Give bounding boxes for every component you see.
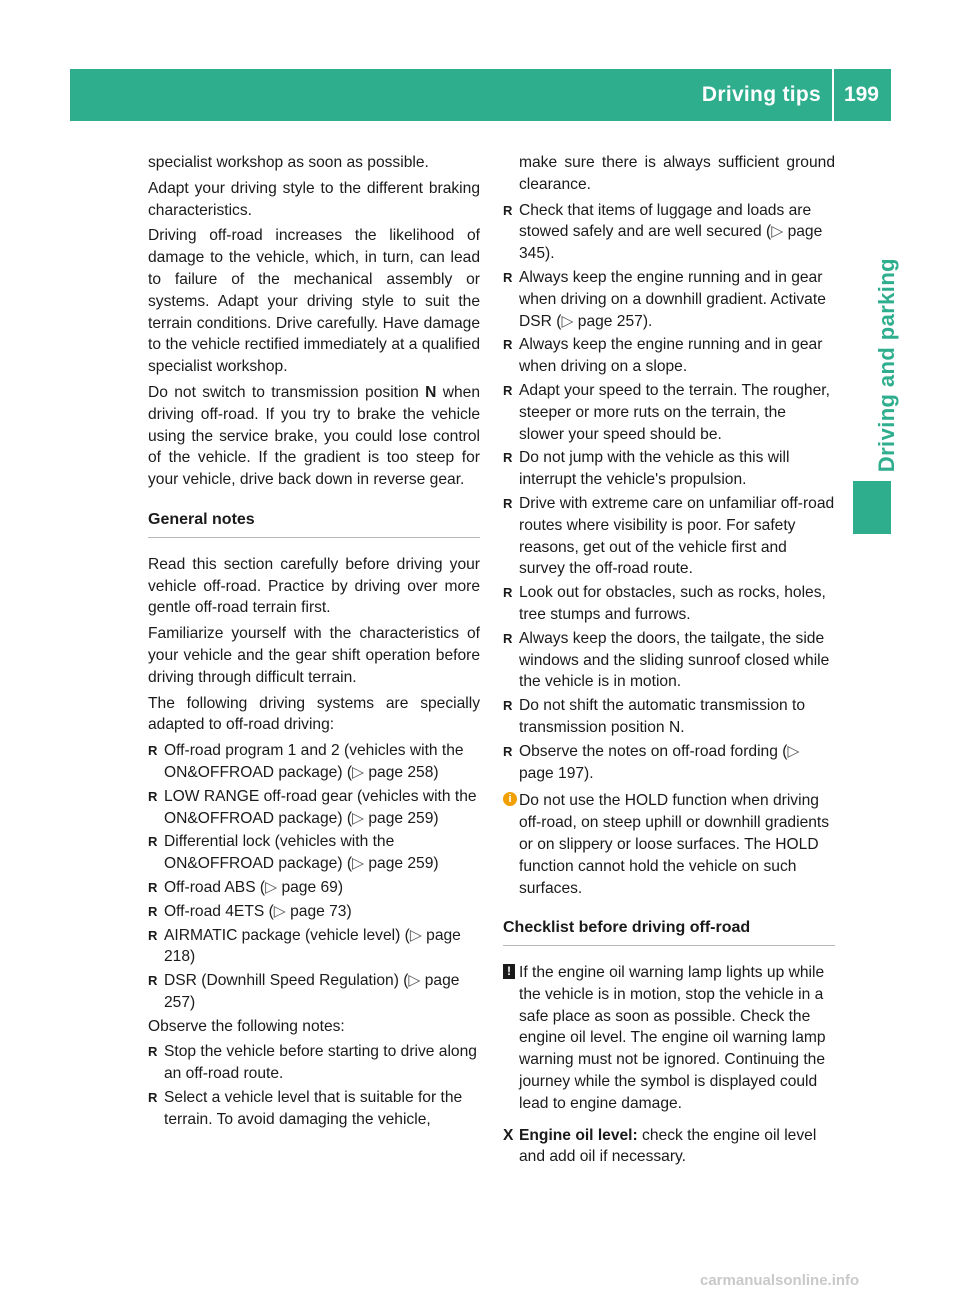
page-ref-icon: ▷ — [265, 878, 278, 896]
page-reference[interactable]: page 259 — [364, 809, 434, 827]
list-item: R Check that items of luggage and loads are stowed safely and are well secured (▷ page 345). — [503, 200, 835, 265]
action-step — [503, 1125, 835, 1169]
page-reference[interactable]: page 197 — [519, 764, 585, 782]
warning-text: If the engine oil warning lamp lights up while the vehicle is in motion, stop the vehicle in a safe place as soon as possible. Check the engine oil level. The engine oil warning lamp warning must not be ignored. Continuing the journey while the symbol is displayed could lead to engine damage. — [519, 964, 826, 1112]
page-reference[interactable]: page 345 — [519, 223, 823, 263]
list-item: R Differential lock (vehicles with the ON&OFFROAD package) (▷ page 259) — [148, 831, 480, 875]
left-column — [148, 152, 480, 1133]
list-item: R LOW RANGE off-road gear (vehicles with the ON&OFFROAD package) (▷ page 259) — [148, 786, 480, 830]
step-label: Engine oil level: — [519, 1126, 638, 1144]
page-ref-icon: ▷ — [409, 926, 422, 944]
section-heading: General notes — [148, 509, 480, 538]
warning-note — [503, 962, 835, 1115]
page-reference[interactable]: page 257 — [164, 972, 460, 1011]
list-item: R Look out for obstacles, such as rocks, holes, tree stumps and furrows. — [503, 582, 835, 626]
section-heading: Checklist before driving off-road — [503, 917, 835, 946]
page-ref-icon: ▷ — [408, 972, 421, 990]
page-ref-icon: ▷ — [771, 223, 784, 241]
paragraph: Familiarize yourself with the characteristics of your vehicle and the gear shift operation before driving through difficult terrain. — [148, 625, 480, 686]
page-ref-icon: ▷ — [273, 902, 286, 920]
info-text: Do not use the HOLD function when driving off-road, on steep uphill or downhill gradients or on slippery or loose surfaces. The HOLD function cannot hold the vehicle on such surfaces. — [519, 792, 830, 897]
page-number: 199 — [843, 83, 879, 106]
paragraph: make sure there is always sufficient ground clearance. — [519, 154, 835, 193]
paragraph: Driving off-road increases the likelihood of damage to the vehicle, which, in turn, can lead to failure of the mechanical assembly or systems. Adapt your driving style to suit the terrain conditions. Drive carefully. Have damage to the vehicle rectified immediately at a qualified specialist workshop. — [148, 227, 480, 376]
page-ref-icon: ▷ — [787, 742, 800, 760]
list-item: R Always keep the engine running and in gear when driving on a downhill gradient. Activate DSR (▷ page 257). — [503, 267, 835, 332]
list-item: R Stop the vehicle before starting to drive along an off-road route. — [148, 1041, 480, 1085]
paragraph: specialist workshop as soon as possible. — [148, 154, 429, 171]
side-tab-marker — [853, 481, 891, 534]
page-ref-icon: ▷ — [352, 855, 365, 873]
list-item: R Off-road ABS (▷ page 69) — [148, 877, 480, 899]
list-item: R AIRMATIC package (vehicle level) (▷ page 218) — [148, 925, 480, 969]
list-item: R Adapt your speed to the terrain. The rougher, steeper or more ruts on the terrain, the slower your speed should be. — [503, 380, 835, 445]
warning-icon: ! — [503, 964, 515, 979]
page-ref-icon: ▷ — [352, 809, 365, 827]
page-reference[interactable]: page 258 — [364, 763, 434, 781]
checks-list — [503, 200, 835, 785]
list-item: R Off-road program 1 and 2 (vehicles with the ON&OFFROAD package) (▷ page 258) — [148, 740, 480, 784]
paragraph: Do not switch to transmission position N when driving off-road. If you try to brake the vehicle using the service brake, you could lose control of the vehicle. If the gradient is too steep for your vehicle, drive back down in reverse gear. — [148, 383, 480, 489]
info-note — [503, 790, 835, 899]
right-column — [503, 152, 835, 1168]
page-reference[interactable]: page 259 — [364, 855, 434, 873]
paragraph: Read this section carefully before driving your vehicle off-road. Practice by driving over more gentle off-road terrain first. — [148, 555, 480, 617]
list-item: R Off-road 4ETS (▷ page 73) — [148, 901, 480, 923]
step-text: check the engine oil level and add oil if necessary. — [519, 1126, 817, 1166]
section-title: Driving tips — [701, 83, 821, 106]
watermark: carmanualsonline.info — [700, 1272, 860, 1289]
header-divider — [832, 69, 834, 121]
page-ref-icon: ▷ — [352, 763, 365, 781]
page-reference[interactable]: page 73 — [285, 902, 347, 920]
paragraph: The following driving systems are specially adapted to off-road driving: — [148, 694, 480, 734]
arrow-icon: X — [503, 1126, 514, 1144]
side-tab-label: Driving and parking — [874, 258, 899, 473]
page-ref-icon: ▷ — [561, 312, 574, 330]
list-item: R Drive with extreme care on unfamiliar off-road routes where visibility is poor. For safety reasons, get out of the vehicle first and survey the off-road route. — [503, 493, 835, 580]
list-item: R Do not shift the automatic transmission to transmission position N. — [503, 695, 835, 739]
systems-list — [148, 740, 480, 1014]
header-bar — [70, 69, 891, 121]
list-item: R Do not jump with the vehicle as this will interrupt the vehicle's propulsion. — [503, 447, 835, 491]
info-icon: i — [503, 792, 517, 806]
list-item: R Observe the notes on off-road fording (▷ page 197). — [503, 741, 835, 785]
paragraph: Observe the following notes: — [148, 1017, 345, 1035]
page-reference[interactable]: page 218 — [164, 926, 461, 966]
list-item: R Select a vehicle level that is suitable for the terrain. To avoid damaging the vehicle, — [148, 1087, 480, 1131]
paragraph: Adapt your driving style to the different braking characteristics. — [148, 179, 480, 219]
page-reference[interactable]: page 69 — [277, 878, 338, 896]
list-item: R Always keep the engine running and in gear when driving on a slope. — [503, 334, 835, 378]
list-item: R Always keep the doors, the tailgate, the side windows and the sliding sunroof closed while the vehicle is in motion. — [503, 628, 835, 693]
page-reference[interactable]: page 257 — [573, 312, 643, 330]
notes-list — [148, 1041, 480, 1130]
list-item: R DSR (Downhill Speed Regulation) (▷ page 257) — [148, 970, 480, 1014]
